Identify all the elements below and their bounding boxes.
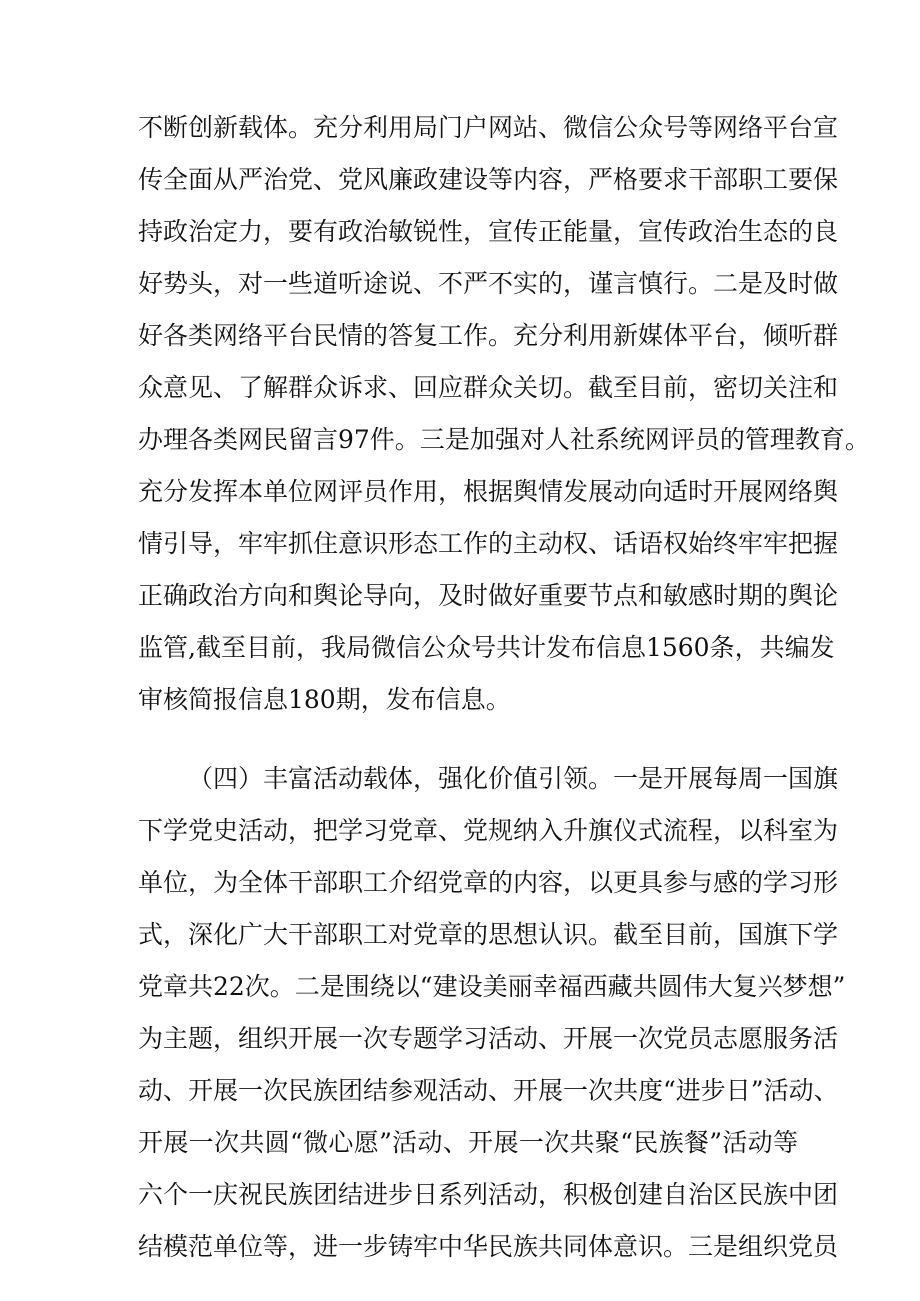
text-line: 结模范单位等，进一步铸牢中华民族共同体意识。三是组织党员	[138, 1232, 839, 1261]
text-line: 情引导，牢牢抓住意识形态工作的主动权、话语权始终牢牢把握	[138, 529, 839, 558]
text-line: 传全面从严治党、党风廉政建设等内容，严格要求干部职工要保	[138, 165, 839, 194]
text-line: 开展一次共圆“微心愿”活动、开展一次共聚“民族餐”活动等	[138, 1128, 798, 1157]
text-line: 六个一庆祝民族团结进步日系列活动，积极创建自治区民族中团	[138, 1180, 839, 1209]
text-line: 好势头，对一些道听途说、不严不实的，谨言慎行。二是及时做	[138, 269, 839, 298]
text-line: 为主题，组织开展一次专题学习活动、开展一次党员志愿服务活	[138, 1024, 839, 1053]
text-line: 动、开展一次民族团结参观活动、开展一次共度“进步日”活动、	[138, 1076, 839, 1105]
text-line: 单位，为全体干部职工介绍党章的内容，以更具参与感的学习形	[138, 868, 839, 897]
text-line: 监管,截至目前，我局微信公众号共计发布信息1560条，共编发	[138, 633, 835, 662]
text-line: 办理各类网民留言97件。三是加强对人社系统网评员的管理教育。	[138, 425, 870, 454]
text-line: 不断创新载体。充分利用局门户网站、微信公众号等网络平台宣	[138, 113, 839, 142]
text-line: 党章共22次。二是围绕以“建设美丽幸福西藏共圆伟大复兴梦想”	[138, 972, 846, 1001]
text-line: （四）丰富活动载体，强化价值引领。一是开展每周一国旗	[188, 764, 839, 793]
text-line: 持政治定力，要有政治敏锐性，宣传正能量，宣传政治生态的良	[138, 217, 839, 246]
text-line: 审核简报信息180期，发布信息。	[138, 685, 511, 714]
text-line: 众意见、了解群众诉求、回应群众关切。截至目前，密切关注和	[138, 373, 839, 402]
text-line: 正确政治方向和舆论导向，及时做好重要节点和敏感时期的舆论	[138, 581, 839, 610]
text-line: 好各类网络平台民情的答复工作。充分利用新媒体平台，倾听群	[138, 321, 839, 350]
text-line: 充分发挥本单位网评员作用，根据舆情发展动向适时开展网络舆	[138, 477, 839, 506]
text-line: 式，深化广大干部职工对党章的思想认识。截至目前，国旗下学	[138, 920, 839, 949]
text-line: 下学党史活动，把学习党章、党规纳入升旗仪式流程，以科室为	[138, 816, 839, 845]
